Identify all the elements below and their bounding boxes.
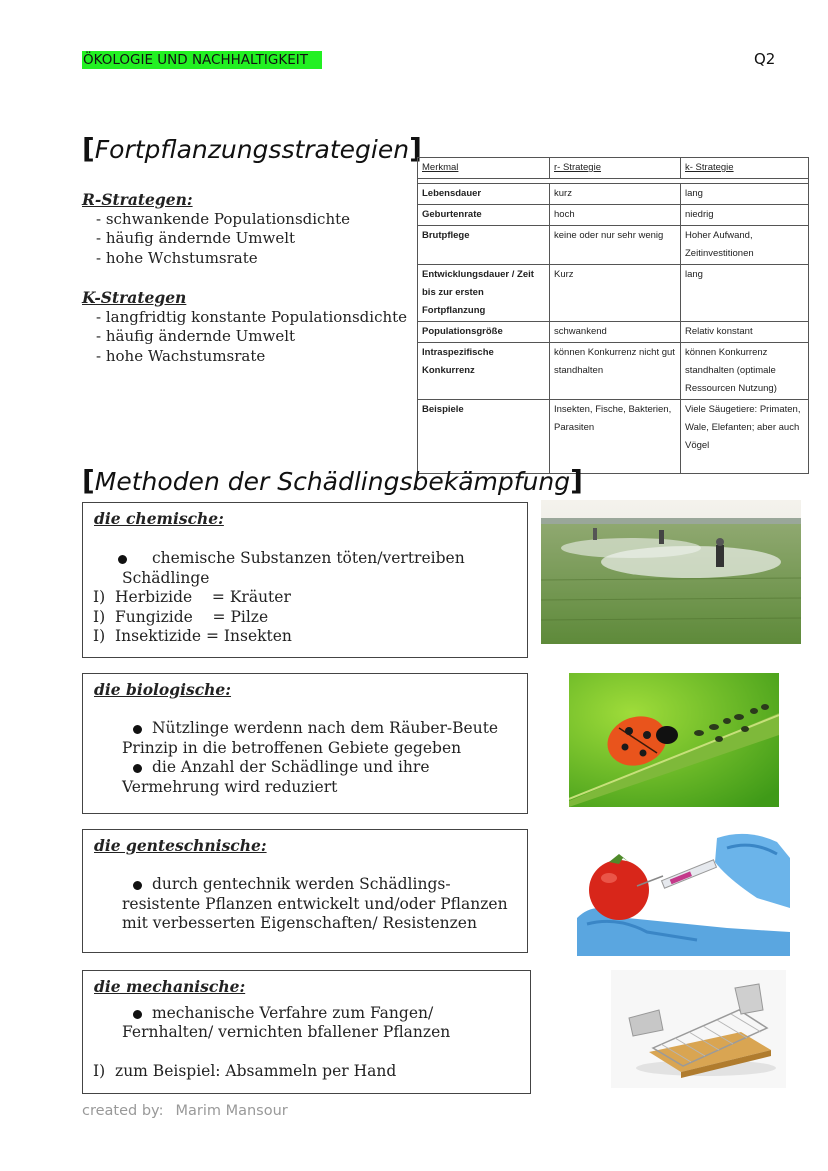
mechanical-bullet	[133, 1004, 433, 1024]
table-cell: Geburtenrate	[418, 205, 550, 226]
table-row	[418, 184, 809, 205]
table-cell: Relativ konstant	[681, 322, 809, 343]
table-cell: Brutpflege	[418, 226, 550, 265]
section-title-reproduction	[82, 132, 422, 165]
table-header-cell: r- Strategie	[550, 158, 681, 179]
table-cell: Hoher Aufwand, Zeitinvestitionen	[681, 226, 809, 265]
chemical-bullet-continuation: Schädlinge	[122, 569, 210, 587]
bracket-open: [	[82, 464, 95, 497]
field-spraying-photo	[541, 500, 801, 644]
table-cell: Kurz	[550, 265, 681, 322]
table-header-row	[418, 158, 809, 179]
chemical-bullet	[118, 549, 465, 569]
chemical-item: I) Insektizide = Insekten	[93, 627, 292, 645]
table-cell: niedrig	[681, 205, 809, 226]
subject-header: ÖKOLOGIE UND NACHHALTIGKEIT	[82, 51, 322, 69]
table-cell: Viele Säugetiere: Primaten, Wale, Elefanten; aber auch Vögel	[681, 400, 809, 474]
r-item: - häufig ändernde Umwelt	[96, 229, 296, 247]
genetic-method-box	[82, 829, 528, 953]
bullet-icon	[133, 725, 142, 734]
bracket-close: ]	[570, 464, 583, 497]
bullet-icon	[133, 764, 142, 773]
table-row	[418, 322, 809, 343]
ladybug-photo	[569, 673, 779, 807]
biological-bullet-text: die Anzahl der Schädlinge und ihre	[151, 758, 430, 776]
footer-author: Marim Mansour	[175, 1103, 288, 1119]
biological-method-box	[82, 673, 528, 814]
genetic-method-title: die genteschnische:	[94, 836, 267, 855]
biological-bullet-1	[133, 719, 498, 739]
footer-credit	[82, 1103, 288, 1119]
mechanical-example: I) zum Beispiel: Absammeln per Hand	[93, 1062, 397, 1080]
biological-bullet-continuation: Vermehrung wird reduziert	[122, 778, 338, 796]
table-header-cell: k- Strategie	[681, 158, 809, 179]
table-header-cell: Merkmal	[418, 158, 550, 179]
footer-label: created by:	[82, 1103, 164, 1119]
chemical-method-box	[82, 502, 528, 658]
k-item: - hohe Wachstumsrate	[96, 346, 266, 365]
k-item: - häufig ändernde Umwelt	[96, 327, 296, 345]
bullet-icon	[133, 1010, 142, 1019]
bracket-open: [	[82, 132, 95, 165]
section-title-pest-control	[82, 464, 583, 497]
chemical-method-title: die chemische:	[94, 509, 224, 528]
bullet-icon	[133, 881, 142, 890]
mechanical-method-box	[82, 970, 531, 1094]
biological-bullet-text: Nützlinge werdenn nach dem Räuber-Beute	[151, 719, 499, 737]
table-cell: Entwicklungsdauer / Zeit bis zur ersten Fortpflanzung	[418, 265, 550, 322]
biological-bullet-continuation: Prinzip in die betroffenen Gebiete gegeben	[122, 739, 462, 757]
genetic-bullet	[133, 875, 451, 895]
table-cell: keine oder nur sehr wenig	[550, 226, 681, 265]
table-cell: Intraspezifische Konkurrenz	[418, 343, 550, 400]
section-title-text: Fortpflanzungsstrategien	[94, 135, 410, 164]
table-cell: Lebensdauer	[418, 184, 550, 205]
r-strategists-title: R-Strategen:	[82, 190, 193, 209]
table-row	[418, 400, 809, 474]
biological-bullet-2	[133, 758, 430, 778]
table-row	[418, 265, 809, 322]
table-cell: lang	[681, 184, 809, 205]
table-cell: schwankend	[550, 322, 681, 343]
trap-photo	[611, 970, 786, 1088]
genetic-bullet-continuation: mit verbesserten Eigenschaften/ Resistenzen	[122, 914, 477, 932]
genetic-bullet-text: durch gentechnik werden Schädlings-	[151, 875, 451, 893]
table-cell: Beispiele	[418, 400, 550, 474]
bracket-close: ]	[409, 132, 422, 165]
course-label: Q2	[754, 50, 776, 68]
table-cell: können Konkurrenz standhalten (optimale Ressourcen Nutzung)	[681, 343, 809, 400]
table-cell: kurz	[550, 184, 681, 205]
r-item: - schwankende Populationsdichte	[96, 209, 351, 228]
mechanical-bullet-text: mechanische Verfahre zum Fangen/	[151, 1004, 434, 1022]
section-title-text: Methoden der Schädlingsbekämpfung	[94, 467, 571, 496]
bullet-icon	[118, 555, 127, 564]
tomato-injection-photo	[577, 828, 790, 956]
table-cell: Insekten, Fische, Bakterien, Parasiten	[550, 400, 681, 474]
k-strategists-block	[82, 288, 407, 366]
chemical-bullet-text: chemische Substanzen töten/vertreiben	[151, 549, 465, 567]
table-cell: Populationsgröße	[418, 322, 550, 343]
r-strategists-block	[82, 190, 350, 268]
table-cell: können Konkurrenz nicht gut standhalten	[550, 343, 681, 400]
mechanical-bullet-continuation: Fernhalten/ vernichten bfallener Pflanzen	[122, 1023, 451, 1041]
strategy-comparison-table	[417, 157, 809, 474]
table-row	[418, 343, 809, 400]
mechanical-method-title: die mechanische:	[94, 977, 246, 996]
table-row	[418, 226, 809, 265]
biological-method-title: die biologische:	[94, 680, 232, 699]
genetic-bullet-continuation: resistente Pflanzen entwickelt und/oder Pflanzen	[122, 895, 508, 913]
chemical-item: I) Fungizide = Pilze	[93, 608, 269, 626]
table-cell: hoch	[550, 205, 681, 226]
k-strategists-title: K-Strategen	[82, 288, 187, 307]
r-item: - hohe Wchstumsrate	[96, 248, 258, 267]
table-cell: lang	[681, 265, 809, 322]
chemical-item: I) Herbizide = Kräuter	[93, 588, 291, 606]
table-row	[418, 205, 809, 226]
k-item: - langfridtig konstante Populationsdichte	[96, 307, 408, 326]
